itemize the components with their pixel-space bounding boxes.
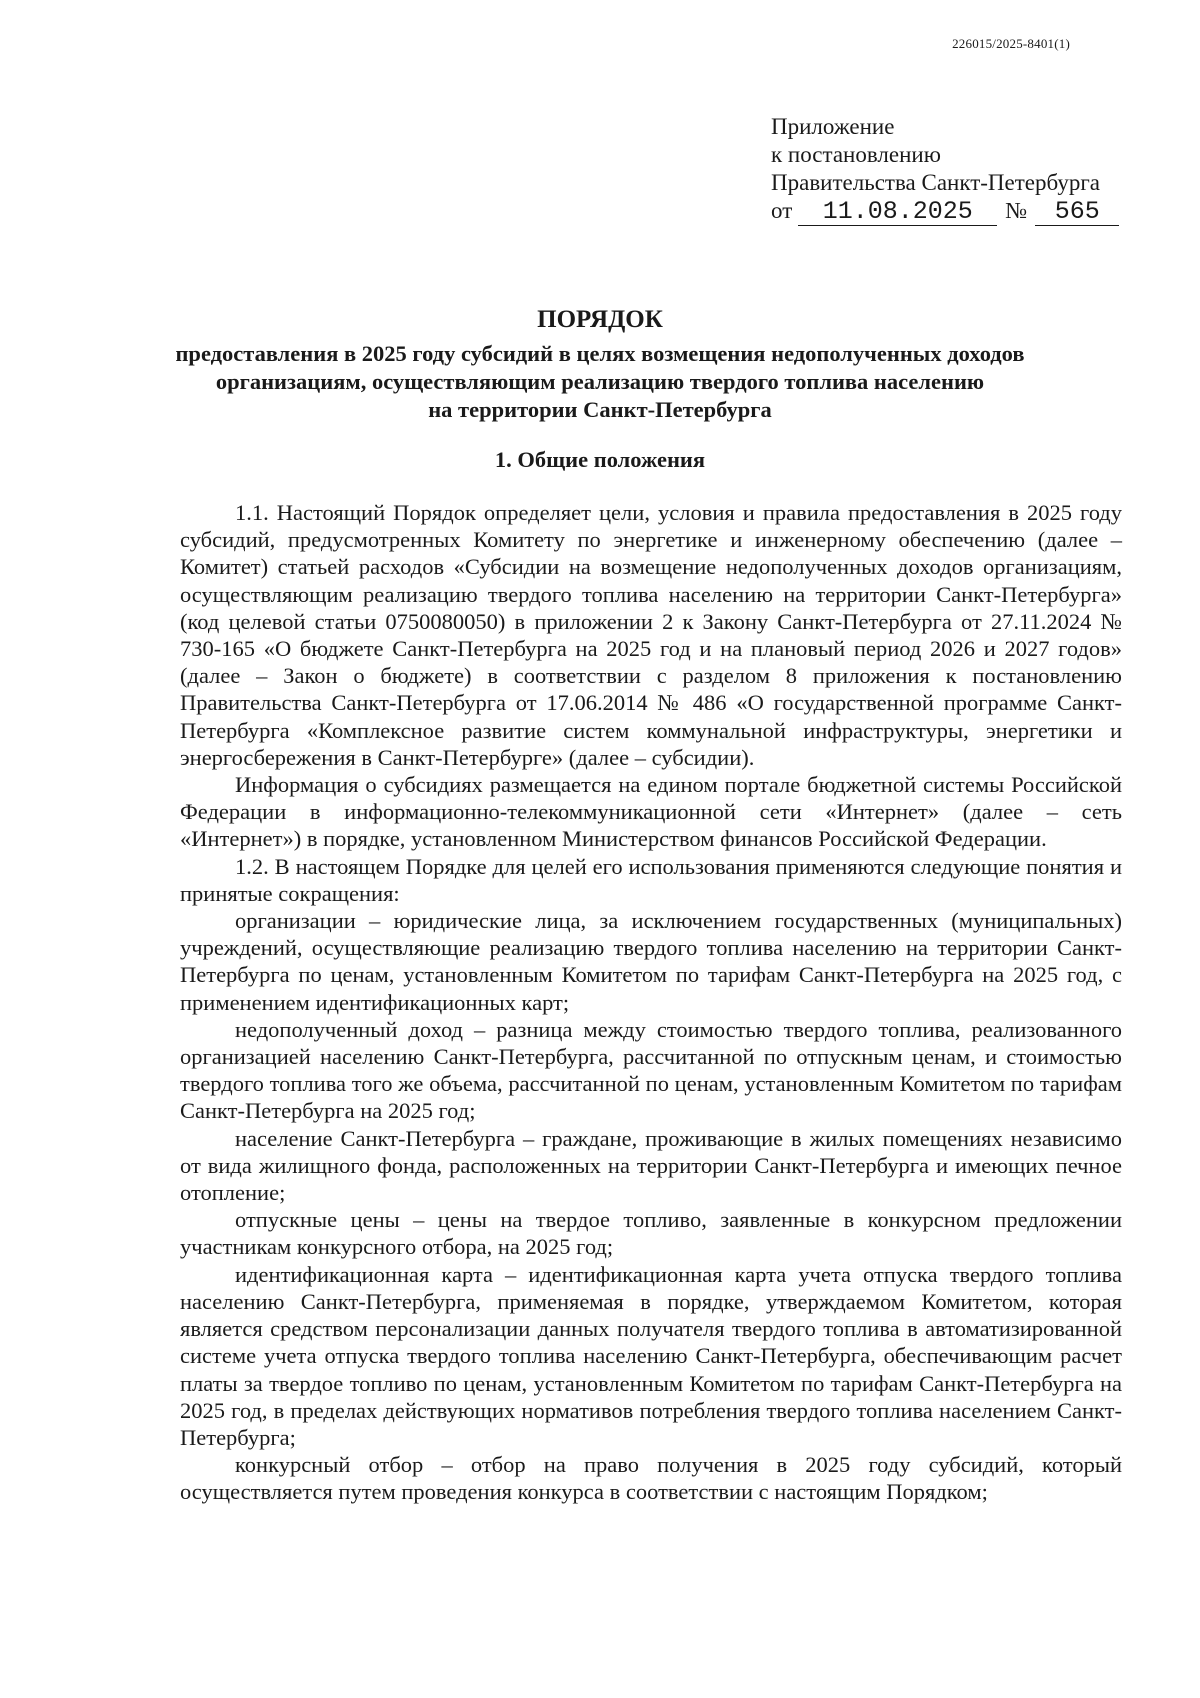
date-prefix: от <box>771 198 793 223</box>
annex-date-line <box>771 197 1119 226</box>
resolution-number: 565 <box>1035 199 1119 226</box>
annex-line-3: Правительства Санкт-Петербурга <box>771 170 1100 195</box>
subtitle-line-3: на территории Санкт-Петербурга <box>428 397 772 422</box>
paragraph: организации – юридические лица, за исключением государственных (муниципальных) учреждений, осуществляющие реализацию твердого топлива населению на территории Санкт-Петербурга по ценам, установленным Комитетом по тарифам Санкт-Петербурга на 2025 год, с применением идентификационных карт; <box>180 908 1122 1015</box>
document-title: ПОРЯДОК <box>537 306 663 333</box>
paragraph: население Санкт-Петербурга – граждане, проживающие в жилых помещениях независимо от вида жилищного фонда, расположенных на территории Санкт-Петербурга и имеющих печное отопление; <box>180 1125 1122 1206</box>
annex-line-2: к постановлению <box>771 142 941 167</box>
annex-line-1: Приложение <box>771 114 895 139</box>
paragraph: 1.1. Настоящий Порядок определяет цели, условия и правила предоставления в 2025 году субсидий, предусмотренных Комитету по энергетике и инженерному обеспечению (далее – Комитет) статьей расходов «Субсидии на возмещение недополученных доходов организациям, осуществляющим реализацию твердого топлива населению на территории Санкт-Петербурга» (код целевой статьи 0750080050) в приложении 2 к Закону Санкт-Петербурга от 27.11.2024 № 730-165 «О бюджете Санкт-Петербурга на 2025 год и на плановый период 2026 и 2027 годов» (далее – Закон о бюджете) в соответствии с разделом 8 приложения к постановлению Правительства Санкт-Петербурга от 17.06.2014 № 486 «О государственной программе Санкт-Петербурга «Комплексное развитие систем коммунальной инфраструктуры, энергетики и энергосбережения в Санкт-Петербурге» (далее – субсидии). <box>180 500 1122 770</box>
paragraph: идентификационная карта – идентификационная карта учета отпуска твердого топлива населению Санкт-Петербурга, применяемая в порядке, утверждаемом Комитетом, которая является средством персонализации данных получателя твердого топлива в автоматизированной системе учета отпуска твердого топлива населению Санкт-Петербурга, обеспечивающим расчет платы за твердое топливо по ценам, установленным Комитетом по тарифам Санкт-Петербурга на 2025 год, в пределах действующих нормативов потребления твердого топлива населением Санкт-Петербурга; <box>180 1261 1122 1450</box>
section-body <box>180 499 1122 1506</box>
paragraph: конкурсный отбор – отбор на право получения в 2025 году субсидий, который осуществляется путем проведения конкурса в соответствии с настоящим Порядком; <box>180 1452 1122 1505</box>
paragraph: Информация о субсидиях размещается на едином портале бюджетной системы Российской Федерации в информационно-телекоммуникационной сети «Интернет» (далее – сеть «Интернет») в порядке, установленном Министерством финансов Российской Федерации. <box>180 772 1122 852</box>
number-sign: № <box>1005 198 1028 223</box>
resolution-date: 11.08.2025 <box>798 199 997 226</box>
paragraph: 1.2. В настоящем Порядке для целей его использования применяются следующие понятия и принятые сокращения: <box>180 853 1122 906</box>
document-subtitle <box>150 340 1050 424</box>
subtitle-line-1: предоставления в 2025 году субсидий в целях возмещения недополученных доходов <box>175 341 1025 366</box>
subtitle-line-2: организациям, осуществляющим реализацию твердого топлива населению <box>215 369 985 394</box>
annex-block <box>771 113 1119 226</box>
paragraph: отпускные цены – цены на твердое топливо, заявленные в конкурсном предложении участникам конкурсного отбора, на 2025 год; <box>180 1207 1122 1260</box>
section-heading: 1. Общие положения <box>494 447 706 472</box>
paragraph: недополученный доход – разница между стоимостью твердого топлива, реализованного организацией населению Санкт-Петербурга, рассчитанной по отпускным ценам, и стоимостью твердого топлива того же объема, рассчитанной по ценам, установленным Комитетом по тарифам Санкт-Петербурга на 2025 год; <box>180 1016 1122 1124</box>
document-registration-number: 226015/2025-8401(1) <box>952 36 1070 51</box>
